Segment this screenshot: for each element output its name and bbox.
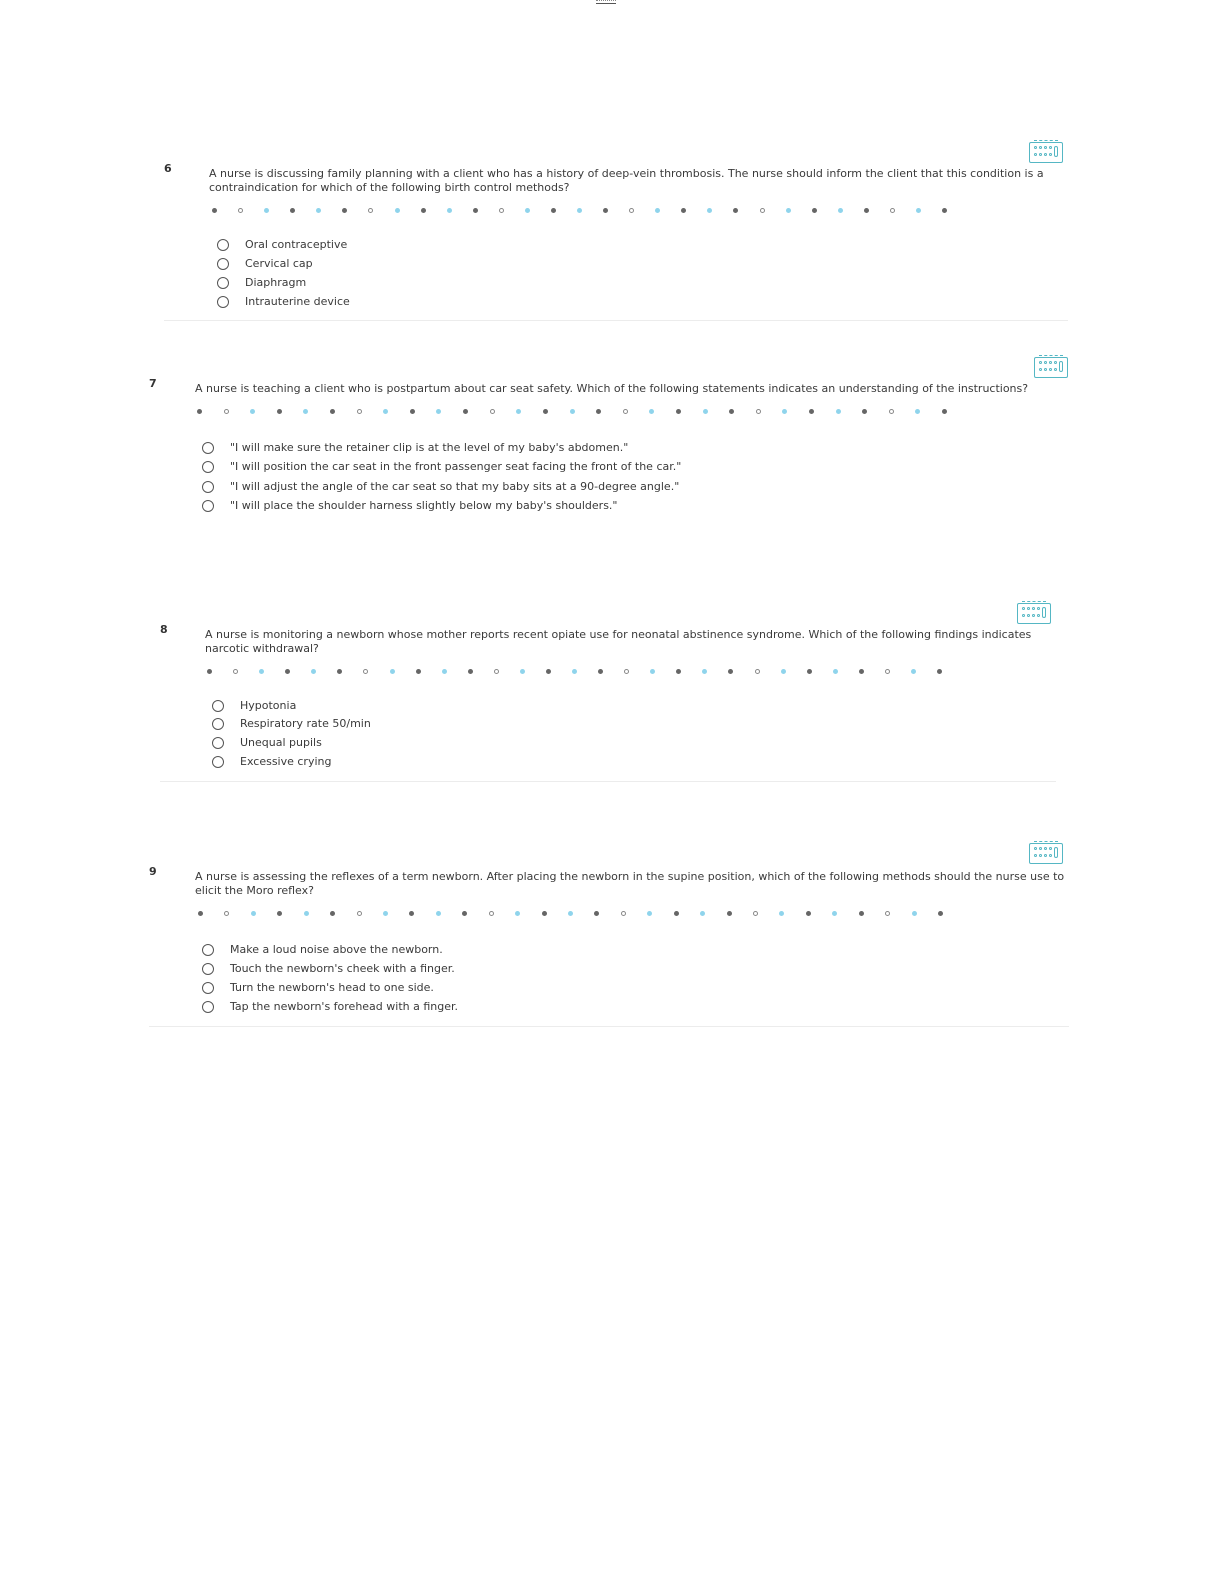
- separator-dot: [316, 208, 321, 213]
- calculator-icon[interactable]: [1029, 142, 1063, 163]
- question-number: 8: [160, 623, 168, 636]
- separator-dot: [421, 208, 426, 213]
- option-label: Cervical cap: [245, 257, 313, 270]
- radio-button[interactable]: [202, 1001, 214, 1013]
- separator-dot: [760, 208, 765, 213]
- question-text: A nurse is discussing family planning with a client who has a history of deep-vein thrombosis. The nurse should inform the client that this condition is a contraindication for which of the following birth control methods?: [209, 167, 1044, 194]
- separator-dot: [207, 669, 212, 674]
- separator-dot: [462, 911, 467, 916]
- calculator-icon[interactable]: [1034, 357, 1068, 378]
- separator-dot: [416, 669, 421, 674]
- radio-button[interactable]: [217, 239, 229, 251]
- separator-dot: [676, 409, 681, 414]
- separator-dot: [494, 669, 499, 674]
- option-label: Unequal pupils: [240, 736, 322, 749]
- separator-dot: [707, 208, 712, 213]
- separator-dot: [809, 409, 814, 414]
- separator-dot: [277, 409, 282, 414]
- separator-dot: [942, 208, 947, 213]
- option-label: Tap the newborn's forehead with a finger.: [230, 1000, 459, 1013]
- separator-dot: [623, 409, 628, 414]
- dotted-separator: [197, 409, 942, 417]
- separator-dot: [311, 669, 316, 674]
- separator-dot: [409, 911, 414, 916]
- separator-dot: [468, 669, 473, 674]
- separator-dot: [337, 669, 342, 674]
- separator-dot: [838, 208, 843, 213]
- separator-dot: [330, 409, 335, 414]
- separator-dot: [937, 669, 942, 674]
- question-number: 9: [149, 865, 157, 878]
- separator-dot: [650, 669, 655, 674]
- separator-dot: [546, 669, 551, 674]
- option-label: Excessive crying: [240, 755, 332, 768]
- separator-dot: [330, 911, 335, 916]
- separator-dot: [499, 208, 504, 213]
- separator-dot: [473, 208, 478, 213]
- separator-dot: [700, 911, 705, 916]
- question-number: 6: [164, 162, 172, 175]
- separator-dot: [551, 208, 556, 213]
- radio-button[interactable]: [202, 461, 214, 473]
- separator-dot: [303, 409, 308, 414]
- option-label: Respiratory rate 50/min: [240, 717, 371, 730]
- separator-dot: [395, 208, 400, 213]
- separator-dot: [357, 409, 362, 414]
- separator-dot: [304, 911, 309, 916]
- separator-dot: [568, 911, 573, 916]
- separator-dot: [649, 409, 654, 414]
- radio-button[interactable]: [217, 277, 229, 289]
- separator-dot: [410, 409, 415, 414]
- separator-dot: [859, 911, 864, 916]
- separator-dot: [806, 911, 811, 916]
- option-label: Touch the newborn's cheek with a finger.: [230, 962, 455, 975]
- separator-dot: [885, 911, 890, 916]
- separator-dot: [598, 669, 603, 674]
- option-label: "I will make sure the retainer clip is at the level of my baby's abdomen.": [230, 441, 629, 454]
- separator-dot: [224, 409, 229, 414]
- separator-dot: [836, 409, 841, 414]
- separator-dot: [942, 409, 947, 414]
- separator-dot: [515, 911, 520, 916]
- separator-dot: [390, 669, 395, 674]
- option-label: Make a loud noise above the newborn.: [230, 943, 443, 956]
- option-label: "I will place the shoulder harness slightly below my baby's shoulders.": [230, 499, 618, 512]
- radio-button[interactable]: [217, 258, 229, 270]
- option-label: Oral contraceptive: [245, 238, 348, 251]
- separator-dot: [915, 409, 920, 414]
- separator-dot: [702, 669, 707, 674]
- separator-dot: [812, 208, 817, 213]
- separator-dot: [807, 669, 812, 674]
- separator-dot: [436, 409, 441, 414]
- separator-dot: [577, 208, 582, 213]
- separator-dot: [779, 911, 784, 916]
- separator-dot: [285, 669, 290, 674]
- divider: [164, 320, 1068, 321]
- radio-button[interactable]: [212, 700, 224, 712]
- option-label: "I will adjust the angle of the car seat so that my baby sits at a 90-degree angle.": [230, 480, 680, 493]
- radio-button[interactable]: [202, 442, 214, 454]
- radio-button[interactable]: [202, 963, 214, 975]
- separator-dot: [832, 911, 837, 916]
- separator-dot: [603, 208, 608, 213]
- separator-dot: [755, 669, 760, 674]
- page-header-mark: [596, 0, 616, 4]
- separator-dot: [525, 208, 530, 213]
- separator-dot: [224, 911, 229, 916]
- separator-dot: [753, 911, 758, 916]
- separator-dot: [786, 208, 791, 213]
- separator-dot: [916, 208, 921, 213]
- separator-dot: [890, 208, 895, 213]
- separator-dot: [233, 669, 238, 674]
- separator-dot: [594, 911, 599, 916]
- radio-button[interactable]: [202, 500, 214, 512]
- separator-dot: [250, 409, 255, 414]
- separator-dot: [703, 409, 708, 414]
- separator-dot: [676, 669, 681, 674]
- separator-dot: [647, 911, 652, 916]
- separator-dot: [436, 911, 441, 916]
- separator-dot: [833, 669, 838, 674]
- separator-dot: [264, 208, 269, 213]
- separator-dot: [859, 669, 864, 674]
- radio-button[interactable]: [212, 718, 224, 730]
- separator-dot: [357, 911, 362, 916]
- option-label: "I will position the car seat in the front passenger seat facing the front of the car.": [230, 460, 682, 473]
- separator-dot: [756, 409, 761, 414]
- option-label: Turn the newborn's head to one side.: [230, 981, 434, 994]
- radio-button[interactable]: [202, 944, 214, 956]
- separator-dot: [277, 911, 282, 916]
- separator-dot: [681, 208, 686, 213]
- question-text: A nurse is monitoring a newborn whose mother reports recent opiate use for neonatal abstinence syndrome. Which of the following findings indicates narcotic withdrawal?: [205, 628, 1032, 655]
- separator-dot: [520, 669, 525, 674]
- radio-button[interactable]: [212, 737, 224, 749]
- separator-dot: [889, 409, 894, 414]
- separator-dot: [727, 911, 732, 916]
- separator-dot: [251, 911, 256, 916]
- separator-dot: [542, 911, 547, 916]
- separator-dot: [621, 911, 626, 916]
- divider: [160, 781, 1056, 782]
- separator-dot: [729, 409, 734, 414]
- separator-dot: [781, 669, 786, 674]
- separator-dot: [655, 208, 660, 213]
- separator-dot: [238, 208, 243, 213]
- separator-dot: [674, 911, 679, 916]
- radio-button[interactable]: [212, 756, 224, 768]
- separator-dot: [911, 669, 916, 674]
- question-number: 7: [149, 377, 157, 390]
- dotted-separator: [198, 911, 938, 919]
- separator-dot: [259, 669, 264, 674]
- separator-dot: [383, 911, 388, 916]
- separator-dot: [782, 409, 787, 414]
- option-label: Intrauterine device: [245, 295, 350, 308]
- calculator-icon[interactable]: [1017, 603, 1051, 624]
- dotted-separator: [207, 669, 937, 677]
- question-text: A nurse is teaching a client who is postpartum about car seat safety. Which of the following statements indicates an understanding of the instructions?: [195, 382, 1029, 395]
- separator-dot: [862, 409, 867, 414]
- separator-dot: [570, 409, 575, 414]
- option-label: Hypotonia: [240, 699, 297, 712]
- separator-dot: [212, 208, 217, 213]
- separator-dot: [912, 911, 917, 916]
- separator-dot: [543, 409, 548, 414]
- separator-dot: [342, 208, 347, 213]
- separator-dot: [733, 208, 738, 213]
- separator-dot: [864, 208, 869, 213]
- separator-dot: [938, 911, 943, 916]
- calculator-icon[interactable]: [1029, 843, 1063, 864]
- radio-button[interactable]: [202, 481, 214, 493]
- separator-dot: [489, 911, 494, 916]
- separator-dot: [516, 409, 521, 414]
- separator-dot: [447, 208, 452, 213]
- separator-dot: [442, 669, 447, 674]
- separator-dot: [490, 409, 495, 414]
- separator-dot: [197, 409, 202, 414]
- radio-button[interactable]: [202, 982, 214, 994]
- separator-dot: [596, 409, 601, 414]
- dotted-separator: [212, 208, 942, 216]
- separator-dot: [728, 669, 733, 674]
- question-text: A nurse is assessing the reflexes of a term newborn. After placing the newborn in the supine position, which of the following methods should the nurse use to elicit the Moro reflex?: [195, 870, 1065, 897]
- separator-dot: [290, 208, 295, 213]
- option-label: Diaphragm: [245, 276, 307, 289]
- separator-dot: [363, 669, 368, 674]
- divider: [149, 1026, 1069, 1027]
- separator-dot: [463, 409, 468, 414]
- separator-dot: [624, 669, 629, 674]
- separator-dot: [885, 669, 890, 674]
- separator-dot: [629, 208, 634, 213]
- radio-button[interactable]: [217, 296, 229, 308]
- separator-dot: [198, 911, 203, 916]
- separator-dot: [383, 409, 388, 414]
- separator-dot: [368, 208, 373, 213]
- separator-dot: [572, 669, 577, 674]
